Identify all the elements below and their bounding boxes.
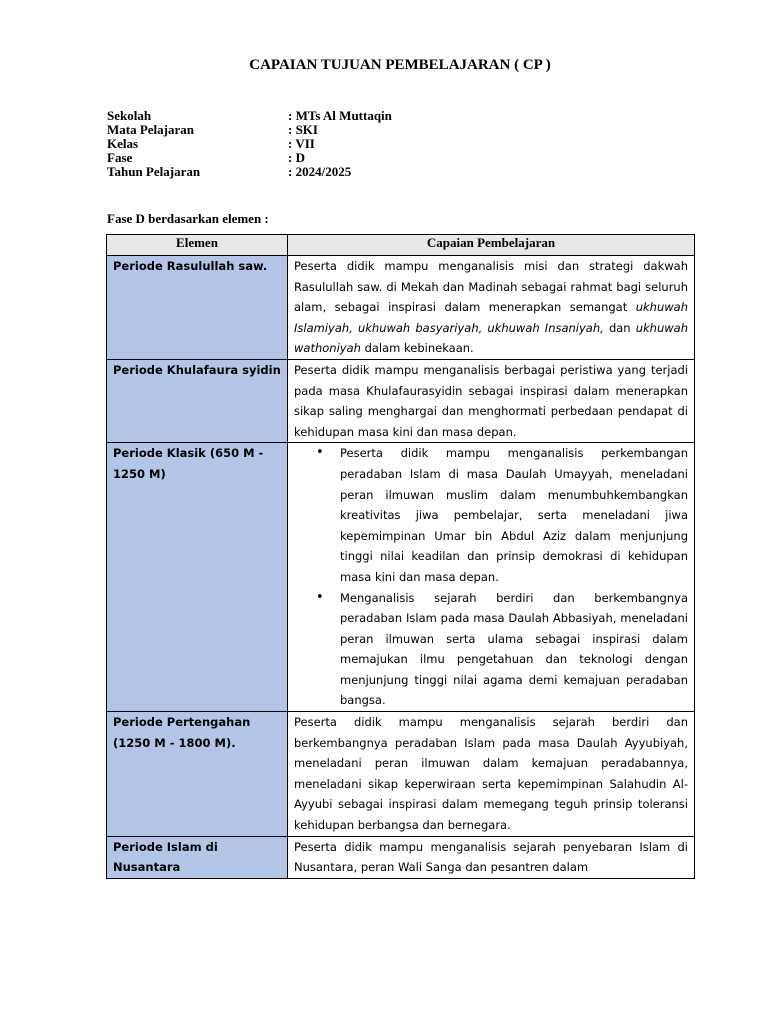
info-row-kelas: [107, 137, 392, 151]
elemen-cell: Periode Khulafaura syidin: [107, 359, 288, 442]
info-row-fase: [107, 151, 392, 165]
info-value: : D: [288, 150, 305, 165]
info-row-tahun-pelajaran: [107, 165, 392, 179]
section-label: Fase D berdasarkan elemen :: [107, 211, 269, 226]
info-label: Sekolah: [107, 108, 152, 123]
list-item-text: Menganalisis sejarah berdiri dan berkembangnya peradaban Islam pada masa Daulah Abbasiyah, meneladani peran ilmuwan serta ulama sebagai inspirasi dalam memajukan ilmu pengetahuan dan teknologi dengan menjunjung tinggi nilai agama demi kemajuan peradaban bangsa.: [340, 590, 688, 708]
info-label: Tahun Pelajaran: [107, 164, 201, 179]
info-row-sekolah: [107, 109, 392, 123]
identity-block: [107, 109, 392, 179]
page-title: CAPAIAN TUJUAN PEMBELAJARAN ( CP ): [249, 57, 551, 73]
capaian-table: [106, 234, 695, 879]
info-value: : SKI: [288, 122, 318, 137]
table-row: [107, 836, 695, 878]
capaian-italic-text: ukhuwah Islamiyah, ukhuwah basyariyah, ukhuwah Insaniyah,: [294, 300, 688, 335]
info-row-mata-pelajaran: [107, 123, 392, 137]
capaian-text: dan: [603, 320, 636, 335]
elemen-cell: Periode Rasulullah saw.: [107, 256, 288, 360]
table-row: [107, 256, 695, 360]
capaian-cell: Peserta didik mampu menganalisis sejarah berdiri dan berkembangnya peradaban Islam pada masa Daulah Ayyubiyah, meneladani peran ilmuwan dalam kemajuan peradabannya, meneladani sikap keperwiraan serta kepemimpinan Salahudin Al- Ayyubi sebagai inspirasi dalam memegang teguh prinsip toleransi kehidupan berbangsa dan bernegara.: [288, 712, 695, 837]
info-value: : 2024/2025: [288, 164, 352, 179]
list-item: [316, 588, 688, 712]
list-item: [316, 443, 688, 587]
capaian-cell: Peserta didik mampu menganalisis sejarah penyebaran Islam di Nusantara, peran Wali Sanga dan pesantren dalam: [288, 836, 695, 878]
capaian-cell: [288, 443, 695, 712]
info-value: : MTs Al Muttaqin: [288, 108, 392, 123]
capaian-cell: Peserta didik mampu menganalisis berbagai peristiwa yang terjadi pada masa Khulafaurasyidin sebagai inspirasi dalam menerapkan sikap saling menghargai dan menghormati perbedaan pendapat di kehidupan masa kini dan masa depan.: [288, 359, 695, 442]
elemen-cell: Periode Islam di Nusantara: [107, 836, 288, 878]
info-value: : VII: [288, 136, 315, 151]
header-elemen: Elemen: [107, 235, 288, 256]
elemen-cell: Periode Pertengahan (1250 M - 1800 M).: [107, 712, 288, 837]
header-capaian: Capaian Pembelajaran: [288, 235, 695, 256]
capaian-italic-text: ukhuwah wathoniyah: [294, 320, 688, 356]
table-row: [107, 712, 695, 837]
bullet-icon: •: [316, 445, 324, 461]
info-label: Mata Pelajaran: [107, 122, 195, 137]
capaian-text: Peserta didik mampu menganalisis misi dan strategi dakwah Rasulullah saw. di Mekah dan Madinah sebagai rahmat bagi seluruh alam, sebagai inspirasi dalam menerapkan semangat: [294, 259, 688, 315]
info-label: Fase: [107, 150, 133, 165]
table-header-row: [107, 235, 695, 256]
list-item-text: Peserta didik mampu menganalisis perkembangan peradaban Islam di masa Daulah Umayyah, meneladani peran ilmuwan muslim dalam menumbuhkembangkan kreativitas jiwa pembelajar, serta meneladani jiwa kepemimpinan Umar bin Abdul Aziz dalam menjunjung tinggi nilai keadilan dan prinsip demokrasi di kehidupan masa kini dan masa depan.: [340, 446, 688, 584]
capaian-cell: [288, 256, 695, 360]
bullet-icon: •: [316, 589, 324, 605]
info-label: Kelas: [107, 136, 139, 151]
elemen-cell: Periode Klasik (650 M - 1250 M): [107, 443, 288, 712]
capaian-list: [294, 443, 688, 711]
capaian-text: dalam kebinekaan.: [360, 341, 474, 356]
table-row: [107, 359, 695, 442]
table-row: [107, 443, 695, 712]
